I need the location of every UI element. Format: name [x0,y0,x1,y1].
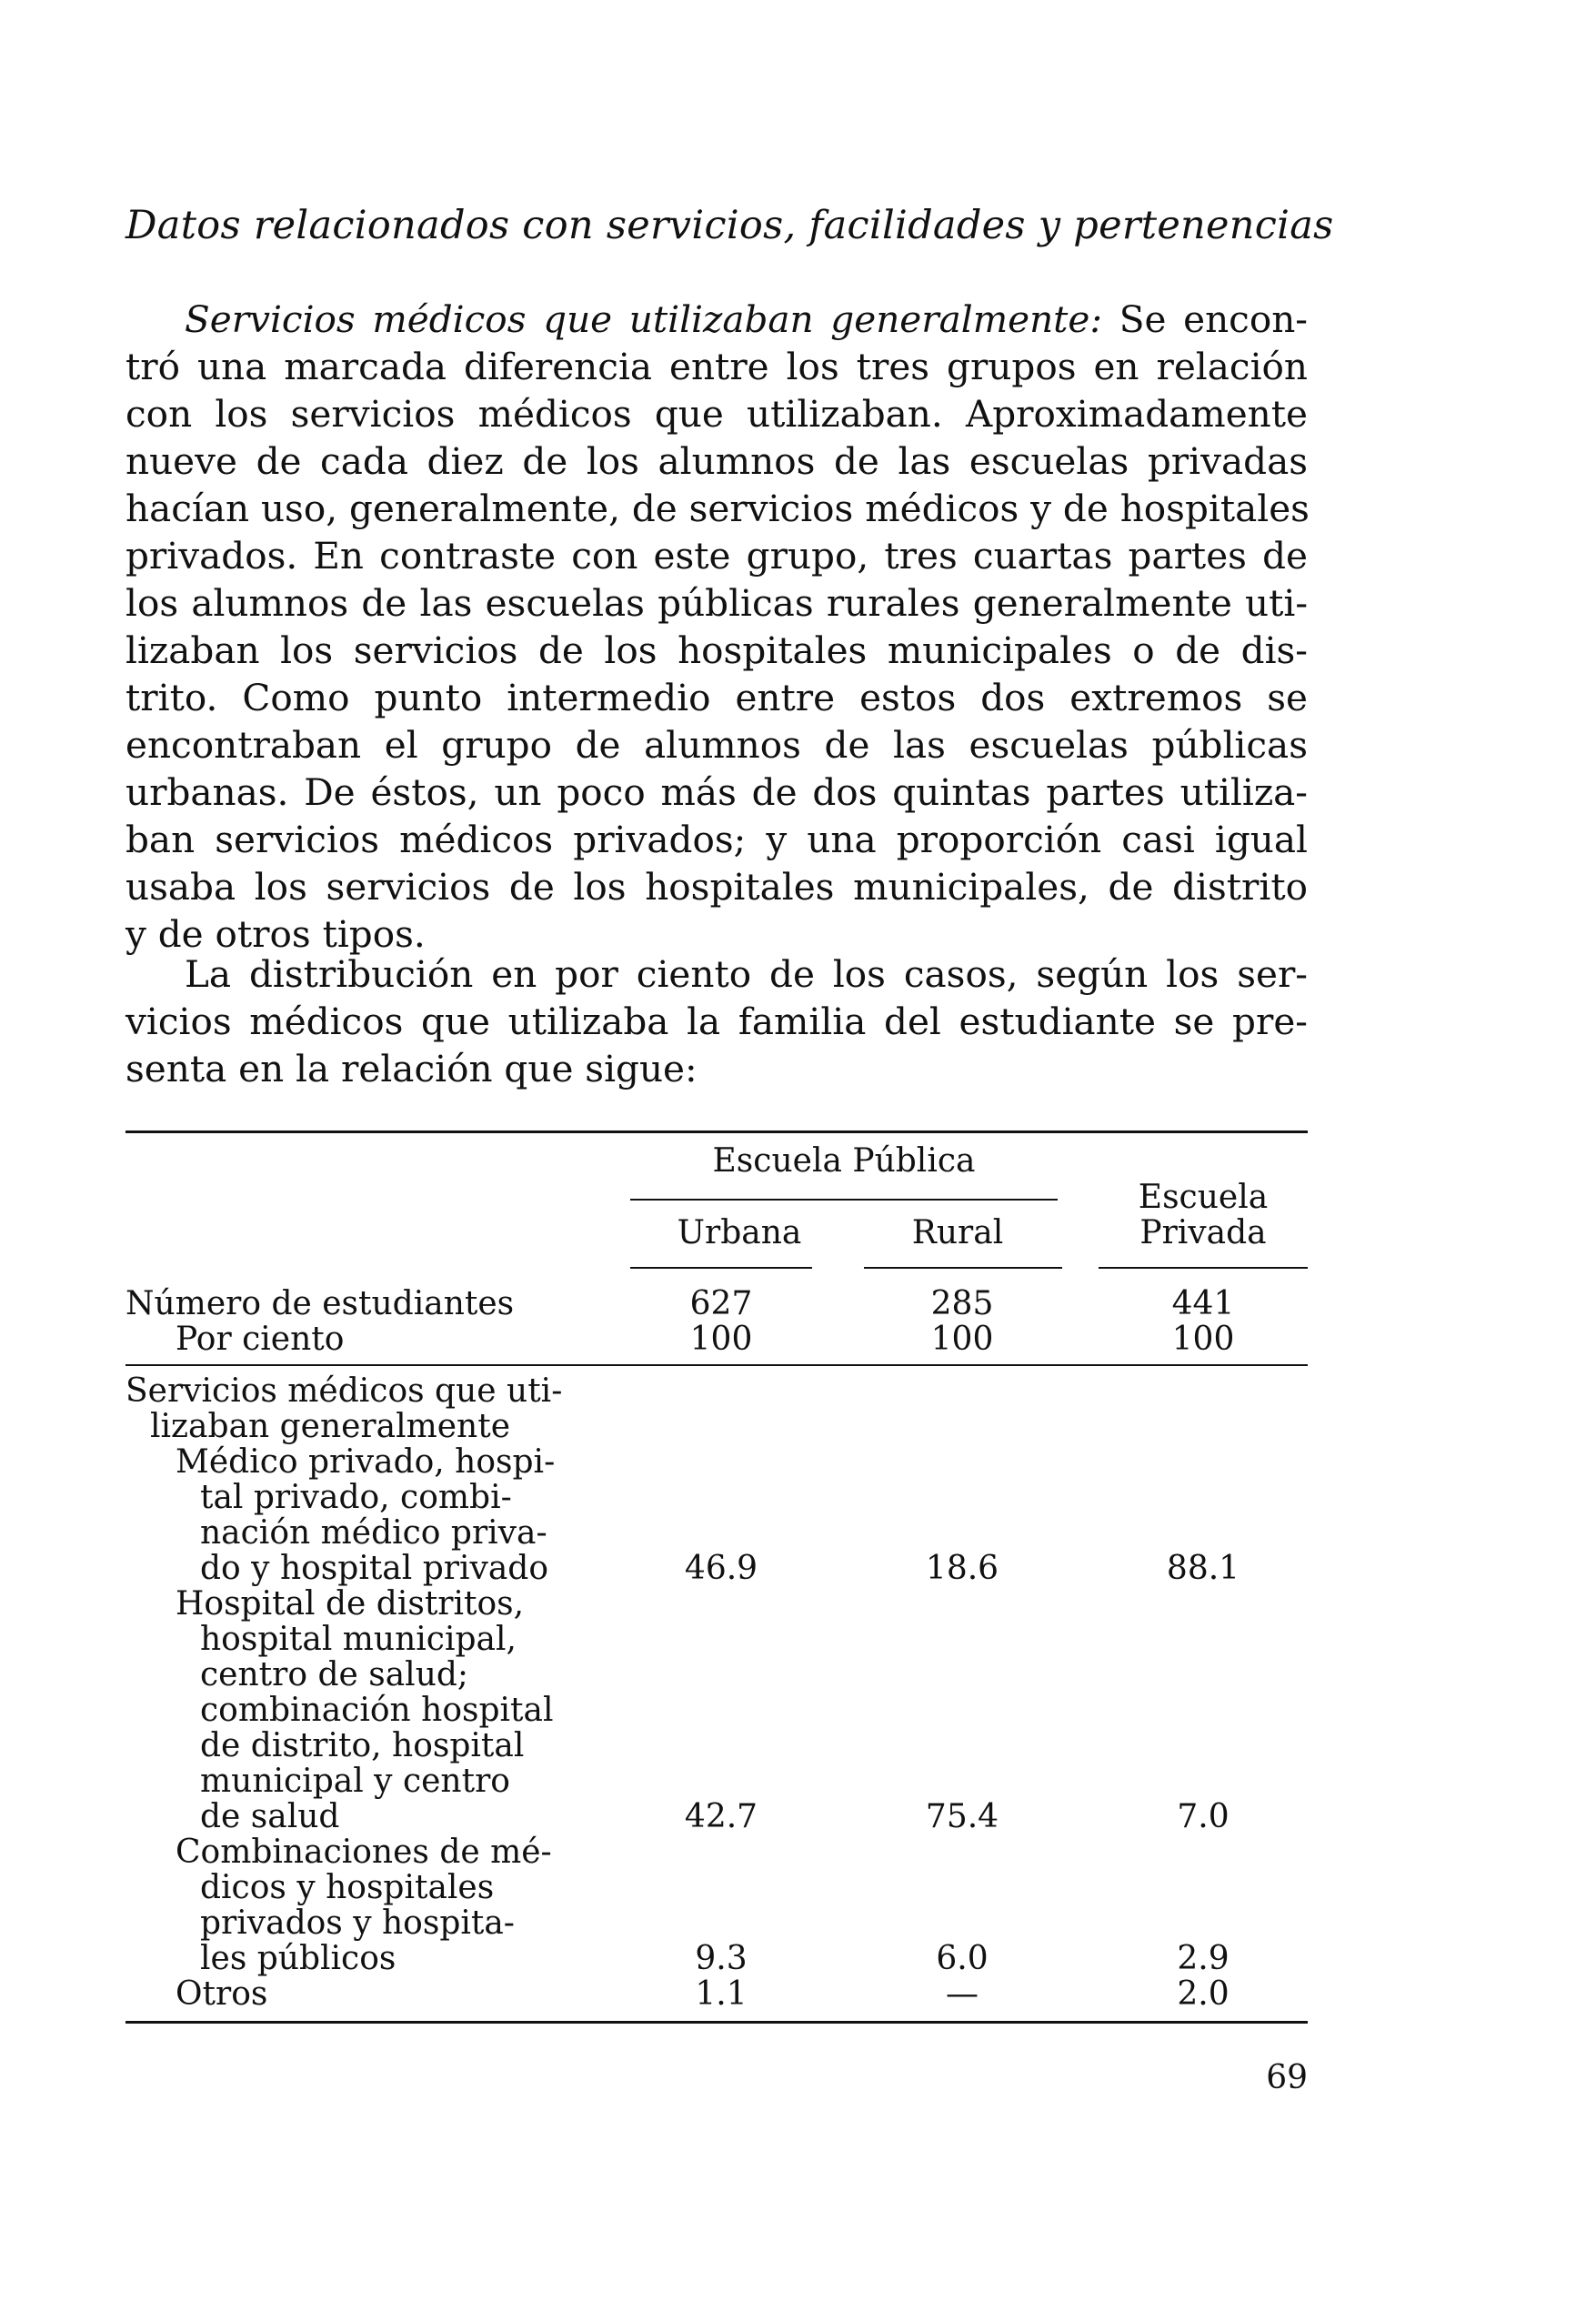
header-escuela-privada-1: Escuela [1138,1179,1269,1216]
paragraph-1-line: hacían uso, generalmente, de servicios médicos y de hospitales [125,487,1310,530]
row-label-hospital-line: Hospital de distritos, [176,1585,525,1623]
paragraph-1-line: usaba los servicios de los hospitales municipales, de distrito [125,865,1308,909]
header-escuela-publica: Escuela Pública [712,1142,976,1180]
paragraph-2-line: La distribución en por ciento de los casos, según los ser- [185,952,1308,996]
row-label-otros: Otros [176,1975,268,2013]
paragraph-1-line: tró una marcada diferencia entre los tres grupos en relación [125,345,1308,388]
cell-combinaciones-urbana: 9.3 [695,1940,748,1977]
row-label-hospital-line: centro de salud; [200,1656,469,1693]
table-mid-rule [125,1364,1308,1366]
row-label-hospital-line: de distrito, hospital [200,1727,525,1764]
paragraph-1-lead: Servicios médicos que utilizaban generalmente: [185,297,1103,341]
cell-otros-urbana: 1.1 [695,1975,748,2013]
cell-numero-urbana: 627 [689,1285,753,1322]
paragraph-2-line: vicios médicos que utilizaba la familia del estudiante se pre- [125,1000,1308,1043]
row-label-combinaciones-line: Combinaciones de mé- [176,1834,552,1871]
paragraph-1 [125,296,1308,958]
section-heading: Datos relacionados con servicios, facilidades y pertenencias [125,203,1334,248]
cell-hospital-urbana: 42.7 [684,1798,758,1835]
table-bottom-rule [125,2021,1308,2024]
paragraph-1-line: privados. En contraste con este grupo, tres cuartas partes de [125,534,1308,578]
header-group-rule [630,1199,1058,1201]
section-label-line: Servicios médicos que uti- [125,1372,563,1410]
cell-otros-rural: — [946,1975,979,2013]
section-label-line: lizaban generalmente [150,1408,511,1445]
row-label-medico-line: Médico privado, hospi- [176,1443,556,1481]
paragraph-1-line [125,296,1308,343]
paragraph-1-line: y de otros tipos. [125,912,426,956]
cell-porciento-rural: 100 [930,1321,994,1358]
row-label-medico-line: nación médico priva- [200,1514,547,1552]
row-label-hospital-line: hospital municipal, [200,1621,517,1658]
row-label-medico-line: do y hospital privado [200,1550,549,1587]
header-rule-urbana [630,1267,812,1269]
cell-porciento-privada: 100 [1171,1321,1235,1358]
paragraph-1-line: lizaban los servicios de los hospitales municipales o de dis- [125,628,1308,672]
cell-medico-rural: 18.6 [925,1550,999,1587]
cell-medico-urbana: 46.9 [684,1550,758,1587]
header-rule-rural [864,1267,1062,1269]
table-top-rule [125,1130,1308,1133]
cell-porciento-urbana: 100 [689,1321,753,1358]
row-label-medico-line: tal privado, combi- [200,1479,512,1516]
row-label-combinaciones-line: privados y hospita- [200,1904,515,1942]
cell-combinaciones-privada: 2.9 [1177,1940,1230,1977]
page-number: 69 [1266,2059,1308,2096]
paragraph-2 [125,950,1308,1092]
cell-otros-privada: 2.0 [1177,1975,1230,2013]
cell-hospital-privada: 7.0 [1177,1798,1230,1835]
paragraph-1-line: encontraban el grupo de alumnos de las escuelas públicas [125,723,1308,767]
paragraph-1-line: trito. Como punto intermedio entre estos dos extremos se [125,676,1308,719]
header-rural: Rural [911,1214,1004,1251]
row-label-hospital-line: municipal y centro [200,1763,510,1800]
header-rule-privada [1099,1267,1308,1269]
row-label-combinaciones-line: les públicos [200,1940,396,1977]
header-urbana: Urbana [677,1214,802,1251]
paragraph-1-line: urbanas. De éstos, un poco más de dos quintas partes utiliza- [125,770,1308,814]
cell-numero-rural: 285 [930,1285,994,1322]
paragraph-1-line: con los servicios médicos que utilizaban. Aproximadamente [125,392,1308,436]
row-label-porciento: Por ciento [176,1321,345,1358]
cell-hospital-rural: 75.4 [925,1798,999,1835]
cell-medico-privada: 88.1 [1166,1550,1240,1587]
row-label-combinaciones-line: dicos y hospitales [200,1869,495,1906]
paragraph-2-line: senta en la relación que sigue: [125,1047,698,1090]
paragraph-1-line: los alumnos de las escuelas públicas rurales generalmente uti- [125,581,1308,625]
row-label-hospital-line: de salud [200,1798,340,1835]
cell-combinaciones-rural: 6.0 [936,1940,989,1977]
row-label-hospital-line: combinación hospital [200,1692,554,1729]
cell-numero-privada: 441 [1171,1285,1235,1322]
paragraph-1-line: ban servicios médicos privados; y una proporción casi igual [125,818,1308,861]
paragraph-1-line: nueve de cada diez de los alumnos de las escuelas privadas [125,439,1308,483]
paragraph-1-line-text: Se encon- [1102,297,1308,341]
row-label-numero: Número de estudiantes [125,1285,515,1322]
header-escuela-privada-2: Privada [1139,1214,1267,1251]
